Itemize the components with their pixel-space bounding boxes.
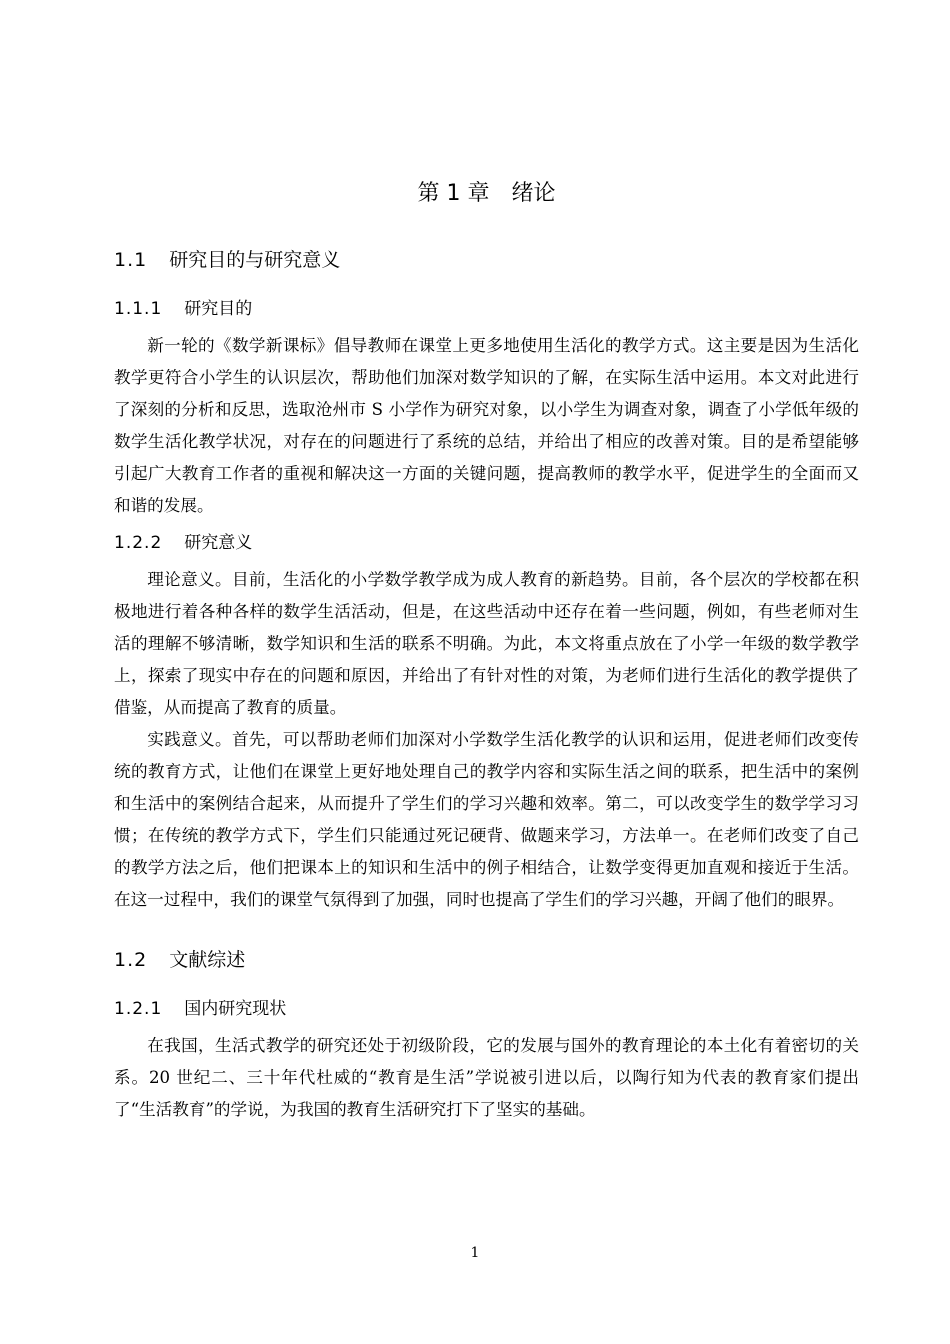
section-title: 文献综述 [169, 949, 246, 971]
subsection-heading-1-1-1 [114, 296, 859, 322]
subsection-title: 研究意义 [184, 533, 253, 553]
subsection-title: 国内研究现状 [184, 999, 287, 1019]
subsection-heading-1-2-2 [114, 530, 859, 556]
section-heading-1-1 [114, 246, 859, 274]
section-title: 研究目的与研究意义 [169, 249, 341, 271]
subsection-number: 1.2.2 [114, 533, 163, 553]
section-number: 1.1 [114, 249, 148, 271]
paragraph-practical-significance: 实践意义。首先，可以帮助老师们加深对小学数学生活化教学的认识和运用，促进老师们改变传统的教育方式，让他们在课堂上更好地处理自己的教学内容和实际生活之间的联系，把生活中的案例和生活中的案例结合起来，从而提升了学生们的学习兴趣和效率。第二，可以改变学生的数学学习习惯；在传统的教学方式下，学生们只能通过死记硬背、做题来学习，方法单一。在老师们改变了自己的教学方法之后，他们把课本上的知识和生活中的例子相结合，让数学变得更加直观和接近于生活。在这一过程中，我们的课堂气氛得到了加强，同时也提高了学生们的学习兴趣，开阔了他们的眼界。 [114, 730, 859, 909]
chapter-title: 第 1 章 绪论 [417, 181, 556, 206]
paragraph-theoretical-significance: 理论意义。目前，生活化的小学数学教学成为成人教育的新趋势。目前，各个层次的学校都在积极地进行着各种各样的数学生活活动，但是，在这些活动中还存在着一些问题，例如，有些老师对生活的理解不够清晰，数学知识和生活的联系不明确。为此，本文将重点放在了小学一年级的数学教学上，探索了现实中存在的问题和原因，并给出了有针对性的对策，为老师们进行生活化的教学提供了借鉴，从而提高了教育的质量。 [114, 570, 859, 717]
section-heading-1-2 [114, 946, 859, 974]
subsection-heading-1-2-1 [114, 996, 859, 1022]
subsection-number: 1.2.1 [114, 999, 163, 1019]
paragraph-domestic-research: 在我国，生活式教学的研究还处于初级阶段，它的发展与国外的教育理论的本土化有着密切的关系。20 世纪二、三十年代杜威的“教育是生活”学说被引进以后，以陶行知为代表的教育家们提出了“生活教育”的学说，为我国的教育生活研究打下了坚实的基础。 [114, 1036, 859, 1119]
subsection-title: 研究目的 [184, 299, 253, 319]
paragraph-research-purpose: 新一轮的《数学新课标》倡导教师在课堂上更多地使用生活化的教学方式。这主要是因为生活化教学更符合小学生的认识层次，帮助他们加深对数学知识的了解，在实际生活中运用。本文对此进行了深刻的分析和反思，选取沧州市 S 小学作为研究对象，以小学生为调查对象，调查了小学低年级的数学生活化教学状况，对存在的问题进行了系统的总结，并给出了相应的改善对策。目的是希望能够引起广大教育工作者的重视和解决这一方面的关键问题，提高教师的教学水平，促进学生的全面而又和谐的发展。 [114, 336, 859, 515]
page-content [114, 178, 859, 1126]
section-number: 1.2 [114, 949, 148, 971]
page-number: 1 [470, 1245, 480, 1261]
subsection-number: 1.1.1 [114, 299, 163, 319]
